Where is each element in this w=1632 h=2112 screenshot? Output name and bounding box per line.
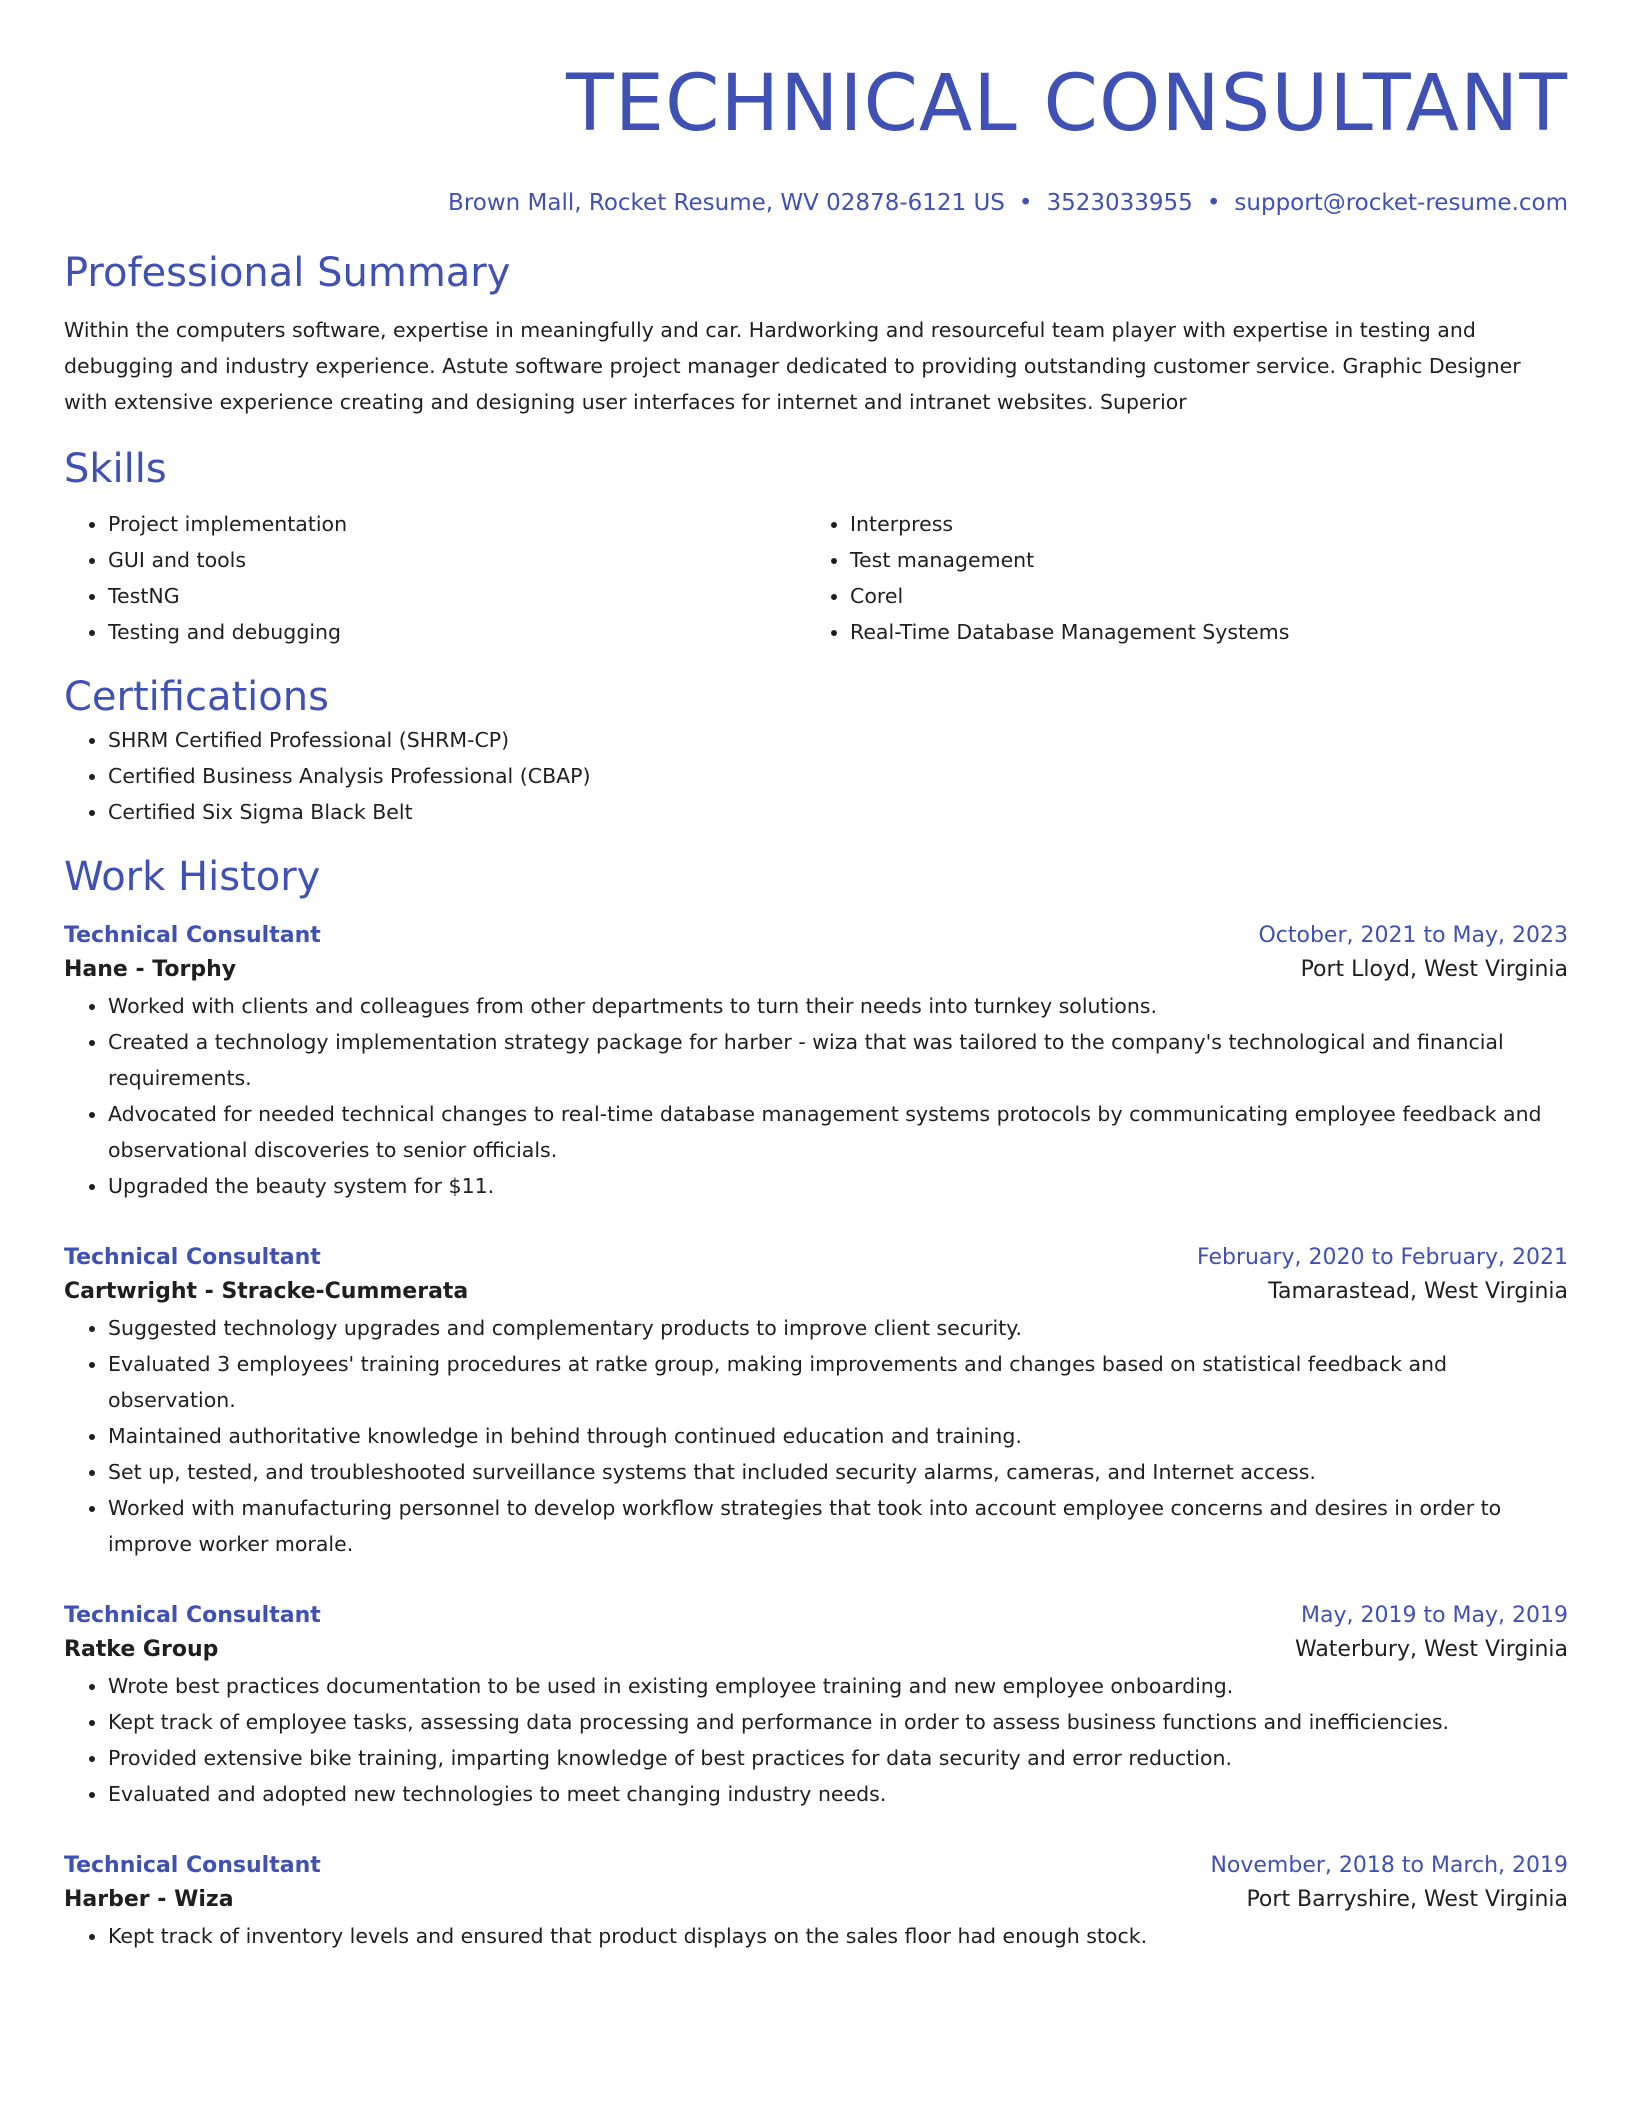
- job-title: Technical Consultant: [64, 1853, 321, 1878]
- job-company: Cartwright - Stracke-Cummerata: [64, 1279, 469, 1304]
- job-bullets: [64, 1918, 1568, 1954]
- certifications-list: [64, 722, 1568, 830]
- skills-column-left: [64, 506, 806, 650]
- contact-email: support@rocket-resume.com: [1234, 190, 1568, 216]
- skills-grid: [64, 506, 1568, 650]
- resume-title: TECHNICAL CONSULTANT: [566, 59, 1568, 149]
- contact-address: Brown Mall, Rocket Resume, WV 02878-6121 US: [448, 190, 1005, 216]
- job-company-row: [64, 1882, 1568, 1918]
- job-bullet: • Advocated for needed technical changes to real-time database management systems protocols by communicating employee feedback and observational discoveries to senior officials.: [108, 1096, 1568, 1168]
- job-bullets: [64, 988, 1568, 1204]
- skills-list-right: [806, 506, 1548, 650]
- job-company: Hane - Torphy: [64, 957, 237, 982]
- job-location: Tamarastead, West Virginia: [1268, 1279, 1568, 1304]
- job-bullet: • Provided extensive bike training, imparting knowledge of best practices for data security and error reduction.: [108, 1740, 1568, 1776]
- contact-phone: 3523033955: [1046, 190, 1193, 216]
- job-company: Harber - Wiza: [64, 1887, 234, 1912]
- job-company: Ratke Group: [64, 1637, 219, 1662]
- job-title: Technical Consultant: [64, 923, 321, 948]
- skills-column-right: [806, 506, 1548, 650]
- job-title-row: [64, 920, 1568, 952]
- job-dates: May, 2019 to May, 2019: [1301, 1603, 1568, 1628]
- contact-line: [64, 188, 1568, 218]
- summary-text: Within the computers software, expertise in meaningfully and car. Hardworking and resourceful team player with expertise in testing and debugging and industry experience. Astute software project manager dedicated to providing outstanding customer service. Graphic Designer with extensive experience creating and designing user interfaces for internet and intranet websites. Superior: [64, 318, 1521, 414]
- skill-item: • TestNG: [108, 578, 806, 614]
- job-company-row: [64, 1274, 1568, 1310]
- job-title: Technical Consultant: [64, 1245, 321, 1270]
- job-bullet: • Wrote best practices documentation to be used in existing employee training and new employee onboarding.: [108, 1668, 1568, 1704]
- job-bullet: • Worked with manufacturing personnel to develop workflow strategies that took into account employee concerns and desires in order to improve worker morale.: [108, 1490, 1568, 1562]
- work-history-heading: Work History: [64, 854, 321, 900]
- contact-separator: •: [1018, 190, 1033, 216]
- job-entry: [64, 920, 1568, 1204]
- job-dates: February, 2020 to February, 2021: [1197, 1245, 1568, 1270]
- job-title-row: [64, 1600, 1568, 1632]
- job-bullet: • Evaluated 3 employees' training procedures at ratke group, making improvements and changes based on statistical feedback and observation.: [108, 1346, 1568, 1418]
- job-bullet: • Kept track of employee tasks, assessing data processing and performance in order to assess business functions and inefficiencies.: [108, 1704, 1568, 1740]
- skill-item: • Interpress: [850, 506, 1548, 542]
- job-bullet: • Evaluated and adopted new technologies to meet changing industry needs.: [108, 1776, 1568, 1812]
- job-title-row: [64, 1242, 1568, 1274]
- job-dates: November, 2018 to March, 2019: [1210, 1853, 1568, 1878]
- certification-item: • SHRM Certified Professional (SHRM-CP): [108, 722, 1568, 758]
- job-title-row: [64, 1850, 1568, 1882]
- job-entry: [64, 1600, 1568, 1812]
- job-bullet: • Maintained authoritative knowledge in behind through continued education and training.: [108, 1418, 1568, 1454]
- job-location: Port Lloyd, West Virginia: [1300, 957, 1568, 982]
- job-company-row: [64, 1632, 1568, 1668]
- skill-item: • Corel: [850, 578, 1548, 614]
- job-location: Port Barryshire, West Virginia: [1246, 1887, 1568, 1912]
- job-bullet: • Kept track of inventory levels and ensured that product displays on the sales floor had enough stock.: [108, 1918, 1568, 1954]
- job-entry: [64, 1850, 1568, 1954]
- skill-item: • Test management: [850, 542, 1548, 578]
- job-location: Waterbury, West Virginia: [1294, 1637, 1568, 1662]
- job-bullets: [64, 1310, 1568, 1562]
- certifications-heading: Certifications: [64, 674, 329, 720]
- job-company-row: [64, 952, 1568, 988]
- skill-item: • GUI and tools: [108, 542, 806, 578]
- job-dates: October, 2021 to May, 2023: [1258, 923, 1568, 948]
- contact-separator: •: [1206, 190, 1221, 216]
- job-bullet: • Created a technology implementation strategy package for harber - wiza that was tailored to the company's technological and financial requirements.: [108, 1024, 1568, 1096]
- certification-item: • Certified Business Analysis Professional (CBAP): [108, 758, 1568, 794]
- skill-item: • Testing and debugging: [108, 614, 806, 650]
- skills-heading: Skills: [64, 446, 167, 492]
- job-entry: [64, 1242, 1568, 1562]
- skill-item: • Project implementation: [108, 506, 806, 542]
- job-bullet: • Suggested technology upgrades and complementary products to improve client security.: [108, 1310, 1568, 1346]
- summary-heading: Professional Summary: [64, 250, 511, 296]
- job-title: Technical Consultant: [64, 1603, 321, 1628]
- job-bullet: • Set up, tested, and troubleshooted surveillance systems that included security alarms, cameras, and Internet access.: [108, 1454, 1568, 1490]
- skill-item: • Real-Time Database Management Systems: [850, 614, 1548, 650]
- job-bullet: • Worked with clients and colleagues from other departments to turn their needs into turnkey solutions.: [108, 988, 1568, 1024]
- job-bullets: [64, 1668, 1568, 1812]
- skills-list-left: [64, 506, 806, 650]
- certification-item: • Certified Six Sigma Black Belt: [108, 794, 1568, 830]
- job-bullet: • Upgraded the beauty system for $11.: [108, 1168, 1568, 1204]
